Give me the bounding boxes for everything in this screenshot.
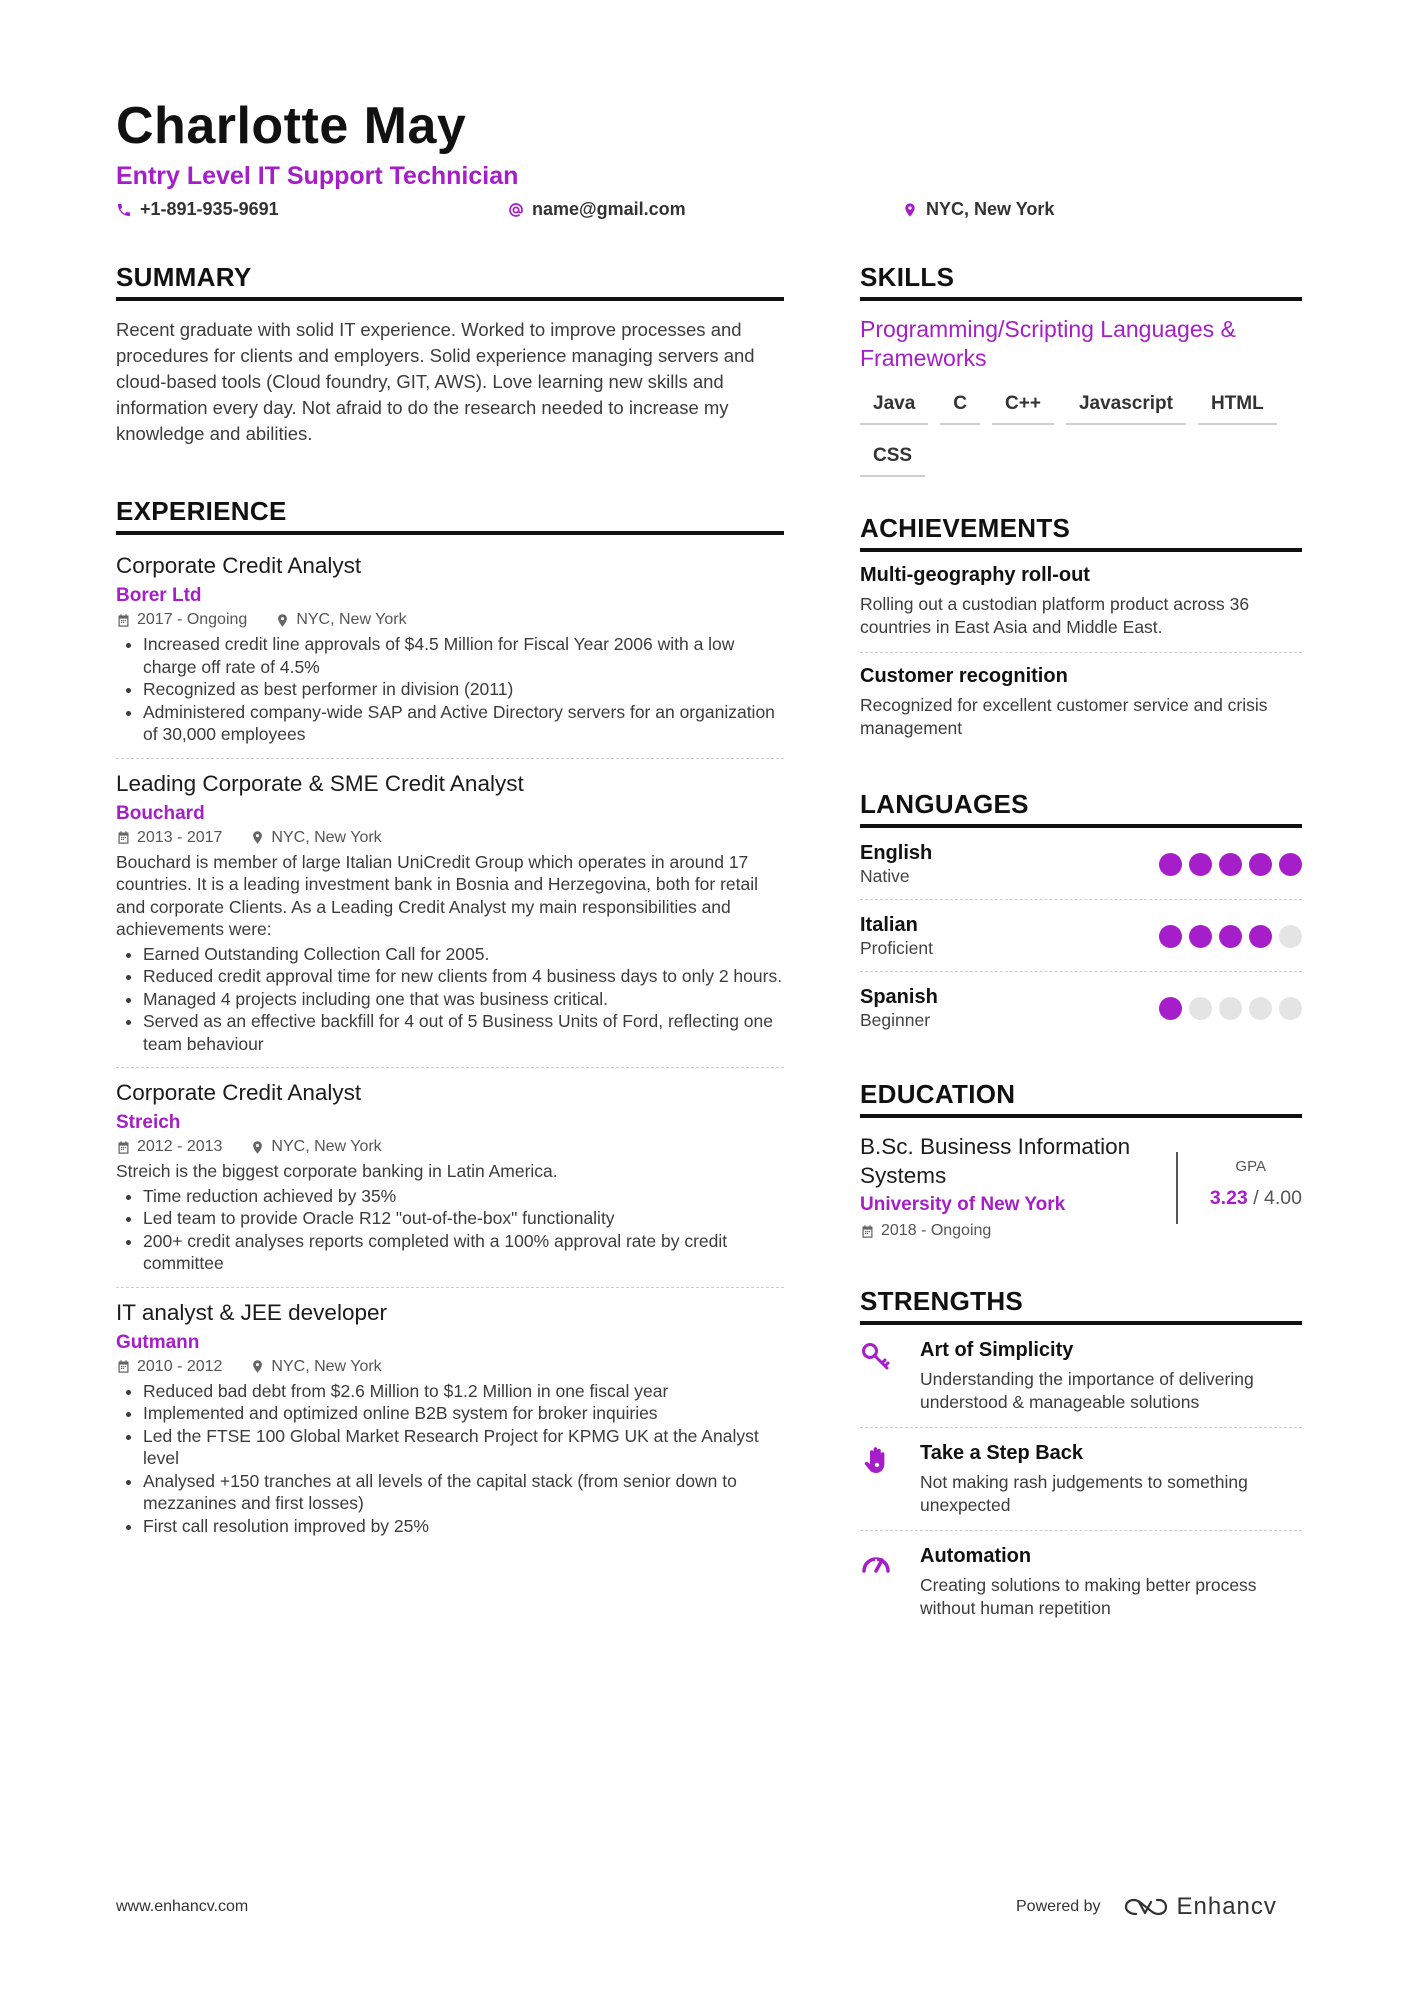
- job-bullet: • Administered company-wide SAP and Active Directory servers for an organization of 30,000 employees: [143, 701, 784, 746]
- rating-dot-filled: [1159, 925, 1182, 948]
- achievement-item: [860, 552, 1302, 653]
- skills-heading: SKILLS: [860, 262, 1302, 301]
- summary-heading: SUMMARY: [116, 262, 784, 301]
- powered-by-label: Powered by: [1016, 1898, 1101, 1915]
- skill-tags: [860, 387, 1302, 477]
- job-title: Corporate Credit Analyst: [116, 553, 362, 578]
- job-location-text: NYC, New York: [271, 828, 382, 846]
- email-text: name@gmail.com: [532, 199, 686, 219]
- rating-dot-filled: [1189, 853, 1212, 876]
- rating-dot-filled: [1249, 925, 1272, 948]
- language-name: Italian: [860, 914, 918, 936]
- calendar-icon: [116, 1140, 131, 1155]
- job-company: Bouchard: [116, 802, 205, 824]
- job-company: Gutmann: [116, 1331, 200, 1353]
- job-entry: [116, 553, 784, 759]
- language-rating: [1159, 925, 1302, 948]
- job-description: Streich is the biggest corporate banking in Latin America.: [116, 1161, 558, 1181]
- job-dates: 2012 - 2013: [137, 1138, 223, 1155]
- job-bullet: • Increased credit line approvals of $4.5 Million for Fiscal Year 2006 with a low charge off rate of 4.5%: [143, 633, 784, 678]
- rating-dot-filled: [1159, 853, 1182, 876]
- job-bullet: • Implemented and optimized online B2B system for broker inquiries: [143, 1402, 784, 1425]
- language-item: [860, 828, 1302, 900]
- job-location: [275, 611, 406, 629]
- job-company: Streich: [116, 1112, 181, 1133]
- job-bullet: • Served as an effective backfill for 4 out of 5 Business Units of Ford, reflecting one team behaviour: [143, 1010, 784, 1055]
- location-text: NYC, New York: [926, 199, 1055, 219]
- enhancv-logo[interactable]: [1123, 1893, 1277, 1921]
- job-location: [250, 1138, 381, 1156]
- job-bullet: • Led the FTSE 100 Global Market Research Project for KPMG UK at the Analyst level: [143, 1425, 784, 1470]
- phone-icon: [116, 202, 132, 218]
- job-meta: [116, 611, 784, 629]
- contact-location: [902, 199, 1054, 220]
- job-dates: 2017 - Ongoing: [137, 611, 248, 628]
- skill-tag: CSS: [860, 439, 925, 477]
- education-school: University of New York: [860, 1194, 1066, 1215]
- rating-dot-filled: [1279, 853, 1302, 876]
- language-level: Native: [860, 866, 910, 886]
- contact-email[interactable]: [508, 199, 686, 220]
- job-meta: [116, 1138, 784, 1156]
- location-pin-icon: [250, 1140, 265, 1155]
- candidate-name: Charlotte May: [116, 97, 467, 155]
- summary-text: Recent graduate with solid IT experience. Worked to improve processes and procedures for clients and employers. Solid experience managing servers and cloud-based tools (Cloud foundry, GIT, AWS). Love learning new skills and information every day. Not afraid to do the research needed to increase my knowledge and abilities.: [116, 319, 755, 444]
- footer-website[interactable]: www.enhancv.com: [116, 1898, 249, 1915]
- right-column: [860, 262, 1302, 1633]
- language-name: English: [860, 842, 933, 864]
- rating-dot-empty: [1279, 925, 1302, 948]
- job-bullets: [116, 943, 784, 1056]
- skill-tag: Java: [860, 387, 928, 425]
- job-bullets: [116, 1185, 784, 1275]
- job-bullet: • Time reduction achieved by 35%: [143, 1185, 784, 1208]
- language-rating: [1159, 997, 1302, 1020]
- job-entry: [116, 771, 784, 1069]
- gpa-max: 4.00: [1264, 1187, 1302, 1209]
- job-location-text: NYC, New York: [296, 611, 407, 628]
- job-title: Leading Corporate & SME Credit Analyst: [116, 770, 524, 796]
- gpa-score: 3.23: [1209, 1187, 1248, 1209]
- gpa-box: [1176, 1152, 1302, 1224]
- strength-title: Automation: [920, 1545, 1032, 1567]
- strengths-list: [860, 1325, 1302, 1633]
- education-degree: B.Sc. Business Information Systems: [860, 1134, 1131, 1188]
- job-location: [250, 829, 381, 847]
- location-pin-icon: [275, 613, 290, 628]
- job-bullet: • Led team to provide Oracle R12 "out-of-the-box" functionality: [143, 1207, 784, 1230]
- job-bullet: • Reduced credit approval time for new clients from 4 business days to only 2 hours.: [143, 965, 784, 988]
- strength-item: [860, 1531, 1302, 1633]
- rating-dot-empty: [1219, 997, 1242, 1020]
- contact-phone[interactable]: [116, 199, 279, 220]
- education-item: [860, 1132, 1302, 1244]
- job-location: [250, 1358, 381, 1376]
- footer-branding: [1016, 1893, 1277, 1921]
- job-bullet: • 200+ credit analyses reports completed with a 100% approval rate by credit committee: [143, 1230, 784, 1275]
- strength-description: Not making rash judgements to something unexpected: [920, 1472, 1248, 1515]
- achievement-title: Multi-geography roll-out: [860, 564, 1090, 586]
- rating-dot-empty: [1189, 997, 1212, 1020]
- skill-category: Programming/Scripting Languages & Frameworks: [860, 316, 1236, 371]
- job-bullets: [116, 633, 784, 746]
- gpa-label: GPA: [1235, 1158, 1266, 1175]
- language-item: [860, 900, 1302, 972]
- left-column: [116, 262, 784, 1561]
- calendar-icon: [116, 830, 131, 845]
- language-rating: [1159, 853, 1302, 876]
- calendar-icon: [860, 1224, 875, 1239]
- strength-item: [860, 1325, 1302, 1428]
- rating-dot-filled: [1249, 853, 1272, 876]
- job-entry: [116, 1080, 784, 1288]
- job-bullets: [116, 1380, 784, 1538]
- location-pin-icon: [250, 1359, 265, 1374]
- job-title: Corporate Credit Analyst: [116, 1080, 362, 1105]
- job-bullet: • Managed 4 projects including one that was business critical.: [143, 988, 784, 1011]
- languages-list: [860, 828, 1302, 1043]
- job-bullet: • First call resolution improved by 25%: [143, 1515, 784, 1538]
- job-entry: [116, 1300, 784, 1550]
- brand-name: Enhancv: [1176, 1893, 1277, 1920]
- job-dates: 2010 - 2012: [137, 1357, 223, 1375]
- rating-dot-filled: [1219, 925, 1242, 948]
- education-dates: 2018 - Ongoing: [881, 1222, 992, 1239]
- job-company: Borer Ltd: [116, 585, 202, 606]
- job-meta: [116, 1358, 784, 1376]
- skill-tag: Javascript: [1066, 387, 1186, 425]
- language-level: Proficient: [860, 938, 933, 958]
- experience-heading: EXPERIENCE: [116, 496, 784, 535]
- strengths-heading: STRENGTHS: [860, 1286, 1302, 1325]
- strength-description: Understanding the importance of delivering understood & manageable solutions: [920, 1369, 1254, 1412]
- job-bullet: • Recognized as best performer in division (2011): [143, 678, 784, 701]
- candidate-title: Entry Level IT Support Technician: [116, 162, 519, 190]
- languages-heading: LANGUAGES: [860, 789, 1302, 828]
- rating-dot-empty: [1249, 997, 1272, 1020]
- location-pin-icon: [902, 202, 918, 218]
- key-icon: [860, 1341, 892, 1373]
- phone-text: +1-891-935-9691: [140, 199, 279, 219]
- job-dates: 2013 - 2017: [137, 828, 223, 846]
- infinity-logo-icon: [1123, 1894, 1169, 1920]
- strength-title: Take a Step Back: [920, 1442, 1084, 1464]
- achievements-list: [860, 552, 1302, 753]
- job-location-text: NYC, New York: [271, 1138, 382, 1155]
- rating-dot-empty: [1279, 997, 1302, 1020]
- hand-icon: [860, 1444, 892, 1476]
- skill-tag: C++: [992, 387, 1054, 425]
- job-description: Bouchard is member of large Italian UniCredit Group which operates in around 17 countries. It is a leading investment bank in Bosnia and Herzegovina, both for retail and corporate Clients. As a Leading Credit Analyst my main responsibilities and achievements were:: [116, 851, 759, 939]
- education-meta: [860, 1222, 1176, 1240]
- job-bullet: • Analysed +150 tranches at all levels of the capital stack (from senior down to mezzanines and first losses): [143, 1470, 784, 1515]
- at-sign-icon: [508, 202, 524, 218]
- experience-list: [116, 553, 784, 1549]
- achievements-heading: ACHIEVEMENTS: [860, 513, 1302, 552]
- language-name: Spanish: [860, 986, 938, 1008]
- strength-item: [860, 1428, 1302, 1531]
- gpa-value: 3.23 / 4.00: [1209, 1187, 1302, 1209]
- job-location-text: NYC, New York: [271, 1357, 382, 1375]
- education-heading: EDUCATION: [860, 1079, 1302, 1118]
- calendar-icon: [116, 613, 131, 628]
- gauge-icon: [860, 1547, 892, 1579]
- achievement-description: Recognized for excellent customer service and crisis management: [860, 695, 1268, 738]
- calendar-icon: [116, 1359, 131, 1374]
- rating-dot-filled: [1159, 997, 1182, 1020]
- language-item: [860, 972, 1302, 1043]
- job-bullet: • Earned Outstanding Collection Call for 2005.: [143, 943, 784, 966]
- rating-dot-filled: [1189, 925, 1212, 948]
- achievement-item: [860, 653, 1302, 753]
- language-level: Beginner: [860, 1010, 931, 1030]
- skill-tag: C: [940, 387, 980, 425]
- rating-dot-filled: [1219, 853, 1242, 876]
- skill-tag: HTML: [1198, 387, 1277, 425]
- achievement-description: Rolling out a custodian platform product across 36 countries in East Asia and Middle East.: [860, 594, 1250, 637]
- achievement-title: Customer recognition: [860, 665, 1068, 687]
- job-bullet: • Reduced bad debt from $2.6 Million to $1.2 Million in one fiscal year: [143, 1380, 784, 1403]
- job-title: IT analyst & JEE developer: [116, 1299, 387, 1325]
- strength-title: Art of Simplicity: [920, 1339, 1074, 1361]
- job-meta: [116, 829, 784, 847]
- strength-description: Creating solutions to making better process without human repetition: [920, 1575, 1257, 1618]
- location-pin-icon: [250, 830, 265, 845]
